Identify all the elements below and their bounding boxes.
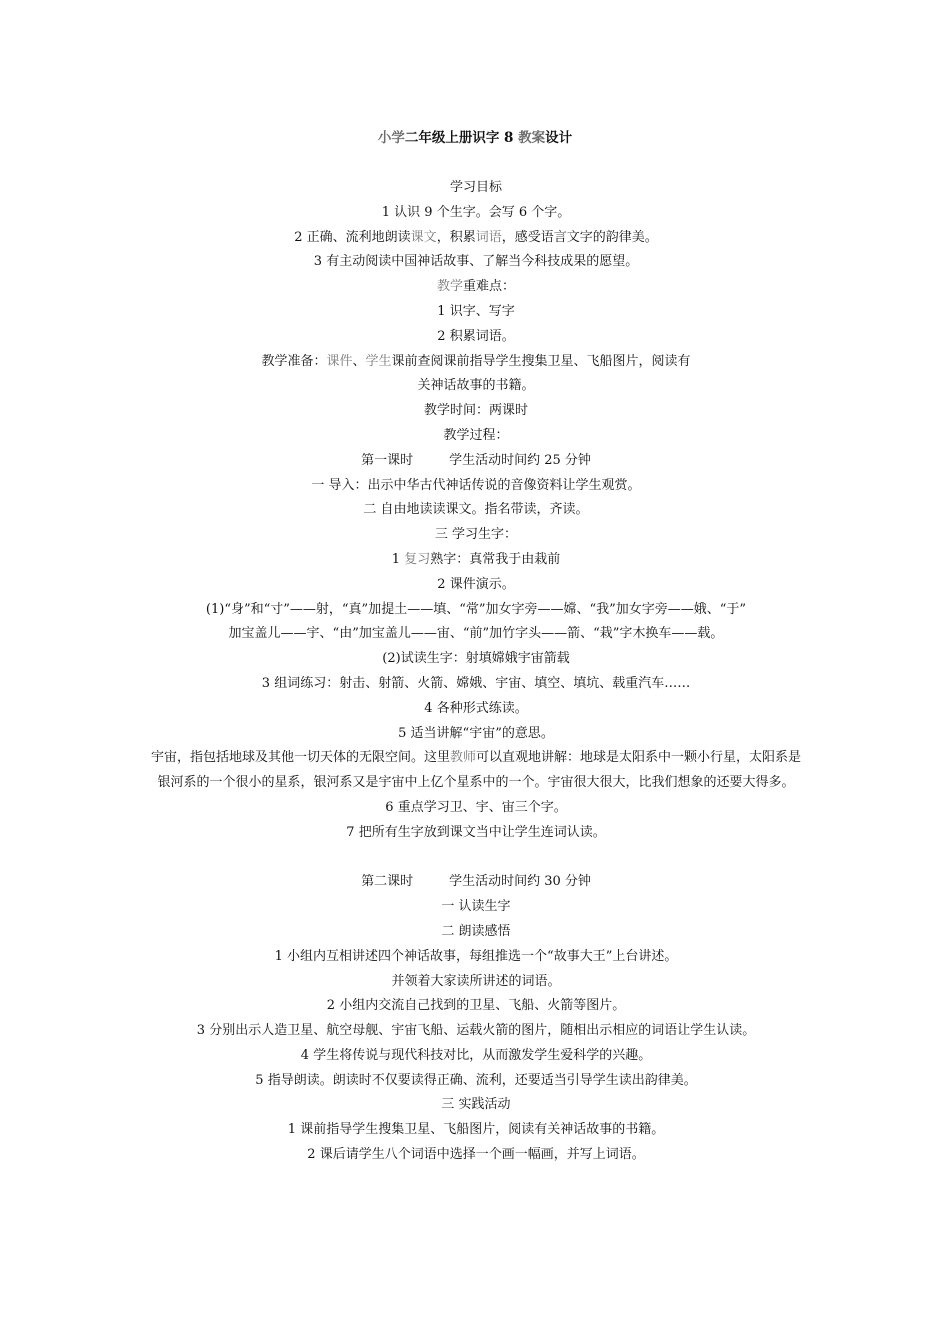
lesson1-explain: 5 适当讲解“宇宙”的意思。 [398, 725, 554, 741]
lesson2-step2: 二 朗读感悟 [441, 923, 511, 939]
link-words[interactable]: 词语 [475, 229, 502, 245]
lesson1-connect: 7 把所有生字放到课文当中让学生连词认读。 [346, 824, 606, 840]
lesson1-activity: 学生活动时间约 25 分钟 [449, 452, 591, 468]
lesson2-g1: 1 小组内互相讲述四个神话故事，每组推选一个“故事大王”上台讲述。 [274, 948, 678, 964]
lesson2-step1: 一 认读生字 [441, 899, 511, 915]
review-text: 熟字：真常我于由栽前 [430, 551, 561, 567]
link-courseware[interactable]: 课件 [326, 353, 353, 369]
lesson1-read: 4 各种形式练读。 [424, 700, 528, 716]
teaching-time: 教学时间：两课时 [423, 403, 528, 419]
key-points-heading [146, 275, 806, 300]
review-num: 1 [391, 551, 405, 567]
goal-2-text-c: ，感受语言文字的韵律美。 [501, 229, 658, 245]
prep-line [146, 350, 806, 375]
key-point-1: 1 识字、写字 [437, 303, 515, 319]
universe-text: 宇宙，指包括地球及其他一切天体的无限空间。这里 [150, 750, 450, 766]
goal-1: 1 认识 9 个生字。会写 6 个字。 [381, 204, 571, 220]
lesson1-focus: 6 重点学习卫、宇、宙三个字。 [385, 799, 567, 815]
lesson2-g1b: 并领着大家读所讲述的词语。 [391, 973, 561, 989]
lesson2-heading [146, 870, 806, 895]
goal-2-text-b: ，积累 [436, 229, 476, 245]
link-teaching[interactable]: 教学 [436, 279, 463, 295]
key-point-2: 2 积累词语。 [437, 328, 515, 344]
goal-3: 3 有主动阅读中国神话故事、了解当今科技成果的愿望。 [313, 254, 639, 270]
lesson2-p2: 2 课后请学生八个词语中选择一个画一幅画，并写上词语。 [307, 1147, 645, 1163]
prep-sep: 、 [352, 353, 366, 369]
lesson2-p1: 1 课前指导学生搜集卫星、飞船图片，阅读有关神话故事的书籍。 [287, 1122, 665, 1138]
lesson2-g3: 3 分别出示人造卫星、航空母舰、宇宙飞船、运载火箭的图片，随相出示相应的词语让学生认读。 [196, 1023, 756, 1039]
lesson1-review [146, 548, 806, 573]
lesson1-demo-1b: 加宝盖儿——宇、“由”加宝盖儿——宙、“前”加竹字头——箭、“栽”字木换车——载。 [228, 626, 724, 642]
prep-line-2: 关神话故事的书籍。 [417, 378, 535, 394]
title-link-lesson-plan[interactable]: 教案 [518, 130, 546, 146]
lesson1-heading [146, 449, 806, 474]
goal-2 [146, 226, 806, 251]
title-text-design: 设计 [545, 130, 573, 146]
link-text-lesson[interactable]: 课文 [410, 229, 437, 245]
lesson2-g2: 2 小组内交流自己找到的卫星、飞船、火箭等图片。 [326, 998, 626, 1014]
lesson2-g5: 5 指导朗读。朗读时不仅要读得正确、流利，还要适当引导学生读出韵律美。 [255, 1072, 697, 1088]
title-link-primary-school[interactable]: 小学 [377, 130, 405, 146]
lesson2-activity: 学生活动时间约 30 分钟 [449, 874, 591, 890]
goal-2-text: 2 正确、流利地朗读 [294, 229, 411, 245]
lesson1-label: 第一课时 [361, 452, 414, 468]
lesson1-universe [146, 746, 806, 796]
link-review[interactable]: 复习 [404, 551, 431, 567]
teaching-process: 教学过程： [443, 427, 509, 443]
link-teacher[interactable]: 教师 [449, 750, 476, 766]
lesson1-step1: 一 导入：出示中华古代神话传说的音像资料让学生观赏。 [311, 477, 641, 493]
lesson1-demo-1a: (1)“身”和“寸”——射，“真”加提土——填、“常”加女字旁——嫦、“我”加女字旁——娥、“于” [205, 601, 747, 617]
blank-line [146, 846, 806, 871]
lesson1-step2: 二 自由地读读课文。指名带读，齐读。 [363, 502, 589, 518]
lesson2-step3: 三 实践活动 [441, 1097, 511, 1113]
prep-label: 教学准备： [261, 353, 327, 369]
document-title [0, 128, 950, 148]
goals-heading: 学习目标 [449, 180, 502, 195]
lesson2-label: 第二课时 [361, 874, 414, 890]
document-body [146, 176, 806, 1168]
lesson1-step3: 三 学习生字： [434, 527, 518, 543]
title-text: 二年级上册识字 8 [404, 130, 519, 146]
key-points-heading-text: 重难点： [463, 279, 516, 295]
lesson1-demo: 2 课件演示。 [437, 576, 515, 592]
lesson1-demo-2: (2)试读生字：射填嫦娥宇宙箭载 [382, 651, 570, 667]
universe-text-b: 可以直观地讲解：地球是太阳系中一颗小行星，太阳系是银河系的一个很小的星系，银河系又是宇宙中上亿个星系中的一个。宇宙很大很大，比我们想象的还要大得多。 [157, 750, 802, 791]
link-students[interactable]: 学生 [365, 353, 392, 369]
prep-text: 课前查阅课前指导学生搜集卫星、飞船图片，阅读有 [391, 353, 691, 369]
lesson1-words: 3 组词练习：射击、射箭、火箭、嫦娥、宇宙、填空、填坑、载重汽车…… [261, 675, 691, 691]
lesson2-g4: 4 学生将传说与现代科技对比，从而激发学生爱科学的兴趣。 [300, 1047, 652, 1063]
